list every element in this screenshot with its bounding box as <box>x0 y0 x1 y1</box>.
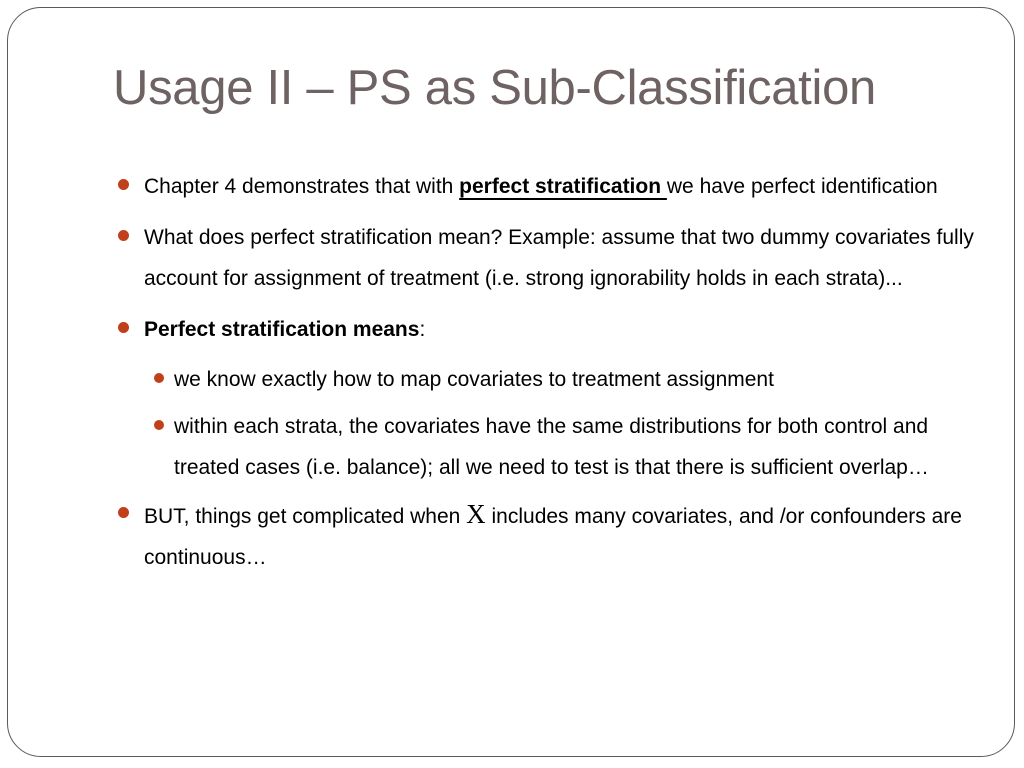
bullet-text: BUT, things get complicated when <box>144 504 467 528</box>
emphasis-perfect-stratification: perfect stratification <box>459 175 667 198</box>
sub-bullet-item-map-covariates <box>108 359 978 401</box>
slide-title: Usage II – PS as Sub-Classification <box>113 61 876 115</box>
slide-body <box>108 166 978 588</box>
sub-bullet-dot-icon <box>154 420 164 430</box>
bullet-item-chapter-4 <box>108 166 978 208</box>
sub-bullet-dot-icon <box>154 373 164 383</box>
math-symbol-x: X <box>466 498 486 529</box>
bullet-text: : <box>419 317 426 341</box>
sub-bullet-text: we know exactly how to map covariates to treatment assignment <box>174 368 774 391</box>
sub-bullet-text: within each strata, the covariates have the same distributions for both control and treated cases (i.e. balance); all we need to test is that there is sufficient overlap… <box>174 414 929 479</box>
bullet-item-but-complicated <box>108 494 978 579</box>
bullet-dot-icon <box>118 230 129 241</box>
bullet-item-perfect-stratification-means <box>108 309 978 351</box>
bullet-dot-icon <box>118 179 129 190</box>
bullet-dot-icon <box>118 322 129 333</box>
bullet-text: Chapter 4 demonstrates that with <box>144 175 460 198</box>
bullet-text: What does perfect stratification mean? Example: assume that two dummy covariates fully account for assignment of treatment (i.e. strong ignorability holds in each strata)... <box>144 225 974 290</box>
bullet-item-what-does-it-mean <box>108 217 978 300</box>
sub-bullet-item-balance <box>108 406 978 489</box>
bullet-text: we have perfect identification <box>666 175 938 198</box>
bullet-dot-icon <box>118 507 129 518</box>
bullet-text: includes many covariates, and /or confounders are continuous… <box>144 504 962 569</box>
bullet-bold-text: Perfect stratification means <box>144 317 420 341</box>
